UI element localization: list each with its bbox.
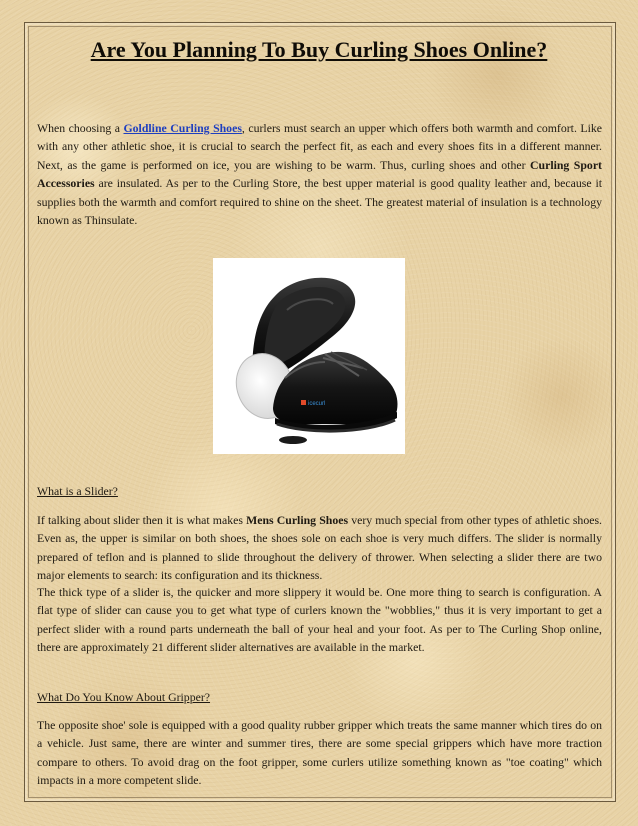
page-title: Are You Planning To Buy Curling Shoes Online? [90, 37, 548, 62]
slider-text-2: very much special from other types of athletic shoes. Even as, the upper is similar on both shoes, the shoes sole on each shoe is very much differs. The slider is normally prepared of teflon and is planned to slide throughout the delivery of thrower. When selecting a slider there are two major elements to search: its configuration and its thickness. [37, 513, 602, 583]
curling-shoe-image [213, 258, 405, 454]
section-heading-slider: What is a Slider? [37, 484, 118, 498]
mens-curling-shoes-bold: Mens Curling Shoes [246, 513, 349, 527]
slider-paragraph-1 [37, 511, 602, 585]
curling-sport-accessories-bold: Curling Sport Accessories [37, 157, 602, 191]
shoe-brand-text: icecurl [308, 401, 326, 407]
goldline-curling-shoes-link[interactable]: Goldline Curling Shoes [123, 121, 242, 135]
intro-text-2: , curlers must search an upper which offers both warmth and comfort. Like with any other athletic shoe, it is crucial to search the perfect fit, as each and every shoes fits in a different manner. Next, as the game is performed on ice, you are wishing to be warm. Thus, curling shoes and other [37, 121, 603, 172]
intro-paragraph [37, 119, 602, 229]
intro-text-1: When choosing a [37, 121, 124, 135]
intro-text-3: are insulated. As per to the Curling Store, the best upper material is good quality leather and, because it supplies both the warmth and comfort required to shine on the sheet. The greatest material of insulation is a technology known as Thinsulate. [37, 176, 602, 228]
section-heading-gripper: What Do You Know About Gripper? [37, 690, 211, 704]
slider-text-1: If talking about slider then it is what makes [37, 513, 247, 527]
slider-paragraph-2: The thick type of a slider is, the quicker and more slippery it would be. One more thing to search is configuration. A flat type of slider can cause you to get what type of curlers known the "wobblies," thus it is very important to get a perfect slider with a round parts underneath the ball of your heal and your foot. As per to The Curling Shop online, there are approximately 21 different slider alternatives are available in the market. [37, 585, 602, 655]
gripper-paragraph: The opposite shoe' sole is equipped with a good quality rubber gripper which treats the same manner which tires do on a vehicle. Just same, there are winter and summer tires, there are some special grippers which have more traction compare to others. To avoid drag on the foot gripper, some curlers utilize something known as "toe coating" which impacts in a more competent slide. [37, 718, 602, 788]
